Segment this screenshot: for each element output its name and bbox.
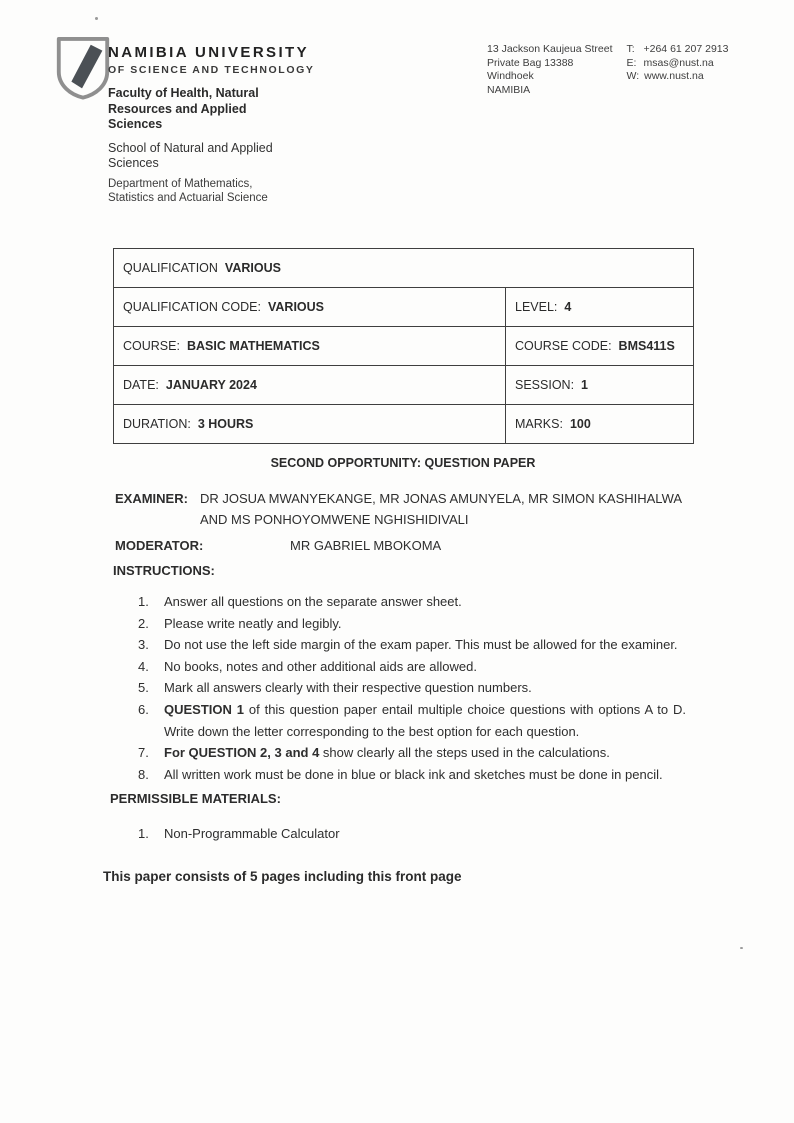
contact-block	[487, 43, 728, 98]
instruction-number: 7.	[138, 745, 149, 761]
instruction-item	[138, 656, 686, 678]
contact-web-row	[627, 70, 729, 84]
material-item	[138, 823, 638, 845]
instruction-bold-text: For QUESTION 2, 3 and 4	[164, 745, 320, 761]
field-value: 1	[581, 378, 588, 392]
contact-phone-row	[627, 43, 729, 57]
contact-details	[627, 43, 729, 98]
faculty-name: Faculty of Health, Natural Resources and Applied Sciences	[108, 86, 259, 132]
logo-diagonal-band	[71, 45, 102, 89]
instruction-item	[138, 677, 686, 699]
instruction-number: 5.	[138, 680, 149, 696]
info-cell-left	[114, 366, 506, 405]
scan-artifact	[95, 17, 98, 20]
course-info-table	[113, 248, 694, 444]
department-name: Department of Mathematics, Statistics and Actuarial Science	[108, 178, 268, 205]
field-value: VARIOUS	[267, 300, 325, 314]
info-table-row	[114, 327, 694, 366]
instruction-text: For QUESTION 2, 3 and 4 show clearly all the steps used in the calculations.	[164, 745, 610, 761]
instruction-item	[138, 764, 686, 786]
field-label: COURSE CODE:	[515, 339, 612, 353]
field-value: BMS411S	[618, 339, 675, 353]
info-table-row	[114, 405, 694, 444]
instruction-text: No books, notes and other additional aids are allowed.	[164, 658, 477, 674]
instruction-text: All written work must be done in blue or black ink and sketches must be done in pencil.	[164, 766, 663, 782]
paper-title: SECOND OPPORTUNITY: QUESTION PAPER	[270, 456, 536, 470]
web-value: www.nust.na	[644, 70, 704, 83]
examiner-names: DR JOSUA MWANYEKANGE, MR JONAS AMUNYELA, MR SIMON KASHIHALWA AND MS PONHOYOMWENE NGHISHIDIVALI	[200, 491, 682, 527]
page-count-note: This paper consists of 5 pages including this front page	[103, 869, 462, 884]
instruction-item	[138, 591, 686, 613]
instruction-number: 8.	[138, 766, 149, 782]
instruction-item	[138, 742, 686, 764]
field-label: QUALIFICATION CODE:	[123, 300, 261, 314]
university-name: NAMIBIA UNIVERSITY	[108, 44, 309, 61]
email-label: E:	[626, 56, 637, 69]
phone-label: T:	[626, 43, 635, 55]
field-value: 3 HOURS	[197, 417, 254, 431]
field-label: DURATION:	[123, 417, 191, 431]
examiner-label: EXAMINER:	[115, 491, 188, 506]
info-cell-left	[114, 288, 506, 327]
field-label: LEVEL:	[515, 300, 558, 314]
qualification-cell	[114, 249, 694, 288]
instruction-bold-text: QUESTION 1	[164, 701, 244, 717]
info-cell-right	[506, 327, 694, 366]
instruction-text: Mark all answers clearly with their respective question numbers.	[164, 680, 532, 696]
address-line: Private Bag 13388	[487, 56, 574, 69]
examiner-row	[115, 489, 695, 531]
school-name: School of Natural and Applied Sciences	[108, 141, 273, 170]
material-number: 1.	[138, 826, 149, 841]
permissible-materials-heading: PERMISSIBLE MATERIALS:	[110, 791, 281, 806]
info-cell-left	[114, 405, 506, 444]
info-cell-right	[506, 405, 694, 444]
moderator-label: MODERATOR:	[115, 538, 204, 553]
field-value: 4	[564, 300, 572, 314]
info-cell-right	[506, 366, 694, 405]
instruction-item	[138, 634, 686, 656]
instruction-number: 3.	[138, 637, 149, 653]
field-value: JANUARY 2024	[165, 378, 257, 392]
field-label: DATE:	[123, 378, 159, 392]
qualification-label: QUALIFICATION	[123, 261, 218, 275]
address-line: Windhoek	[487, 70, 534, 83]
email-value: msas@nust.na	[643, 56, 714, 69]
scan-artifact	[740, 947, 743, 949]
moderator-row	[115, 536, 675, 557]
instruction-item	[138, 613, 686, 635]
info-table-row	[114, 288, 694, 327]
contact-email-row	[627, 57, 729, 71]
instruction-number: 4.	[138, 658, 149, 674]
address-line: 13 Jackson Kaujeua Street	[487, 43, 613, 55]
instruction-number: 2.	[138, 615, 149, 631]
instruction-item	[138, 699, 686, 742]
instruction-text: Answer all questions on the separate answer sheet.	[164, 594, 462, 609]
qualification-value: VARIOUS	[224, 261, 281, 275]
info-table-row	[114, 249, 694, 288]
material-text: Non-Programmable Calculator	[164, 826, 340, 841]
info-cell-right	[506, 288, 694, 327]
contact-address	[487, 43, 613, 98]
instruction-number: 6.	[138, 701, 149, 717]
university-tagline: OF SCIENCE AND TECHNOLOGY	[108, 64, 315, 77]
university-brand	[108, 44, 314, 76]
info-table-row	[114, 366, 694, 405]
field-label: MARKS:	[515, 417, 563, 431]
materials-list	[138, 823, 638, 845]
university-logo-icon	[52, 36, 114, 102]
web-label: W:	[626, 70, 640, 83]
phone-value: +264 61 207 2913	[643, 43, 729, 55]
field-value: BASIC MATHEMATICS	[186, 339, 320, 353]
info-table-body	[114, 249, 694, 444]
instructions-heading: INSTRUCTIONS:	[113, 563, 215, 578]
field-label: SESSION:	[515, 378, 575, 392]
instructions-list	[138, 591, 686, 785]
address-line: NAMIBIA	[487, 83, 531, 96]
moderator-name: MR GABRIEL MBOKOMA	[290, 538, 442, 553]
info-cell-left	[114, 327, 506, 366]
instruction-text: Do not use the left side margin of the exam paper. This must be allowed for the examiner.	[164, 637, 678, 653]
field-value: 100	[569, 417, 591, 431]
instruction-text: Please write neatly and legibly.	[164, 615, 342, 631]
instruction-number: 1.	[138, 594, 149, 609]
field-label: COURSE:	[123, 339, 180, 353]
instruction-text: QUESTION 1 of this question paper entail multiple choice questions with options A to D. Write down the letter corresponding to the best option for each question.	[164, 701, 686, 739]
